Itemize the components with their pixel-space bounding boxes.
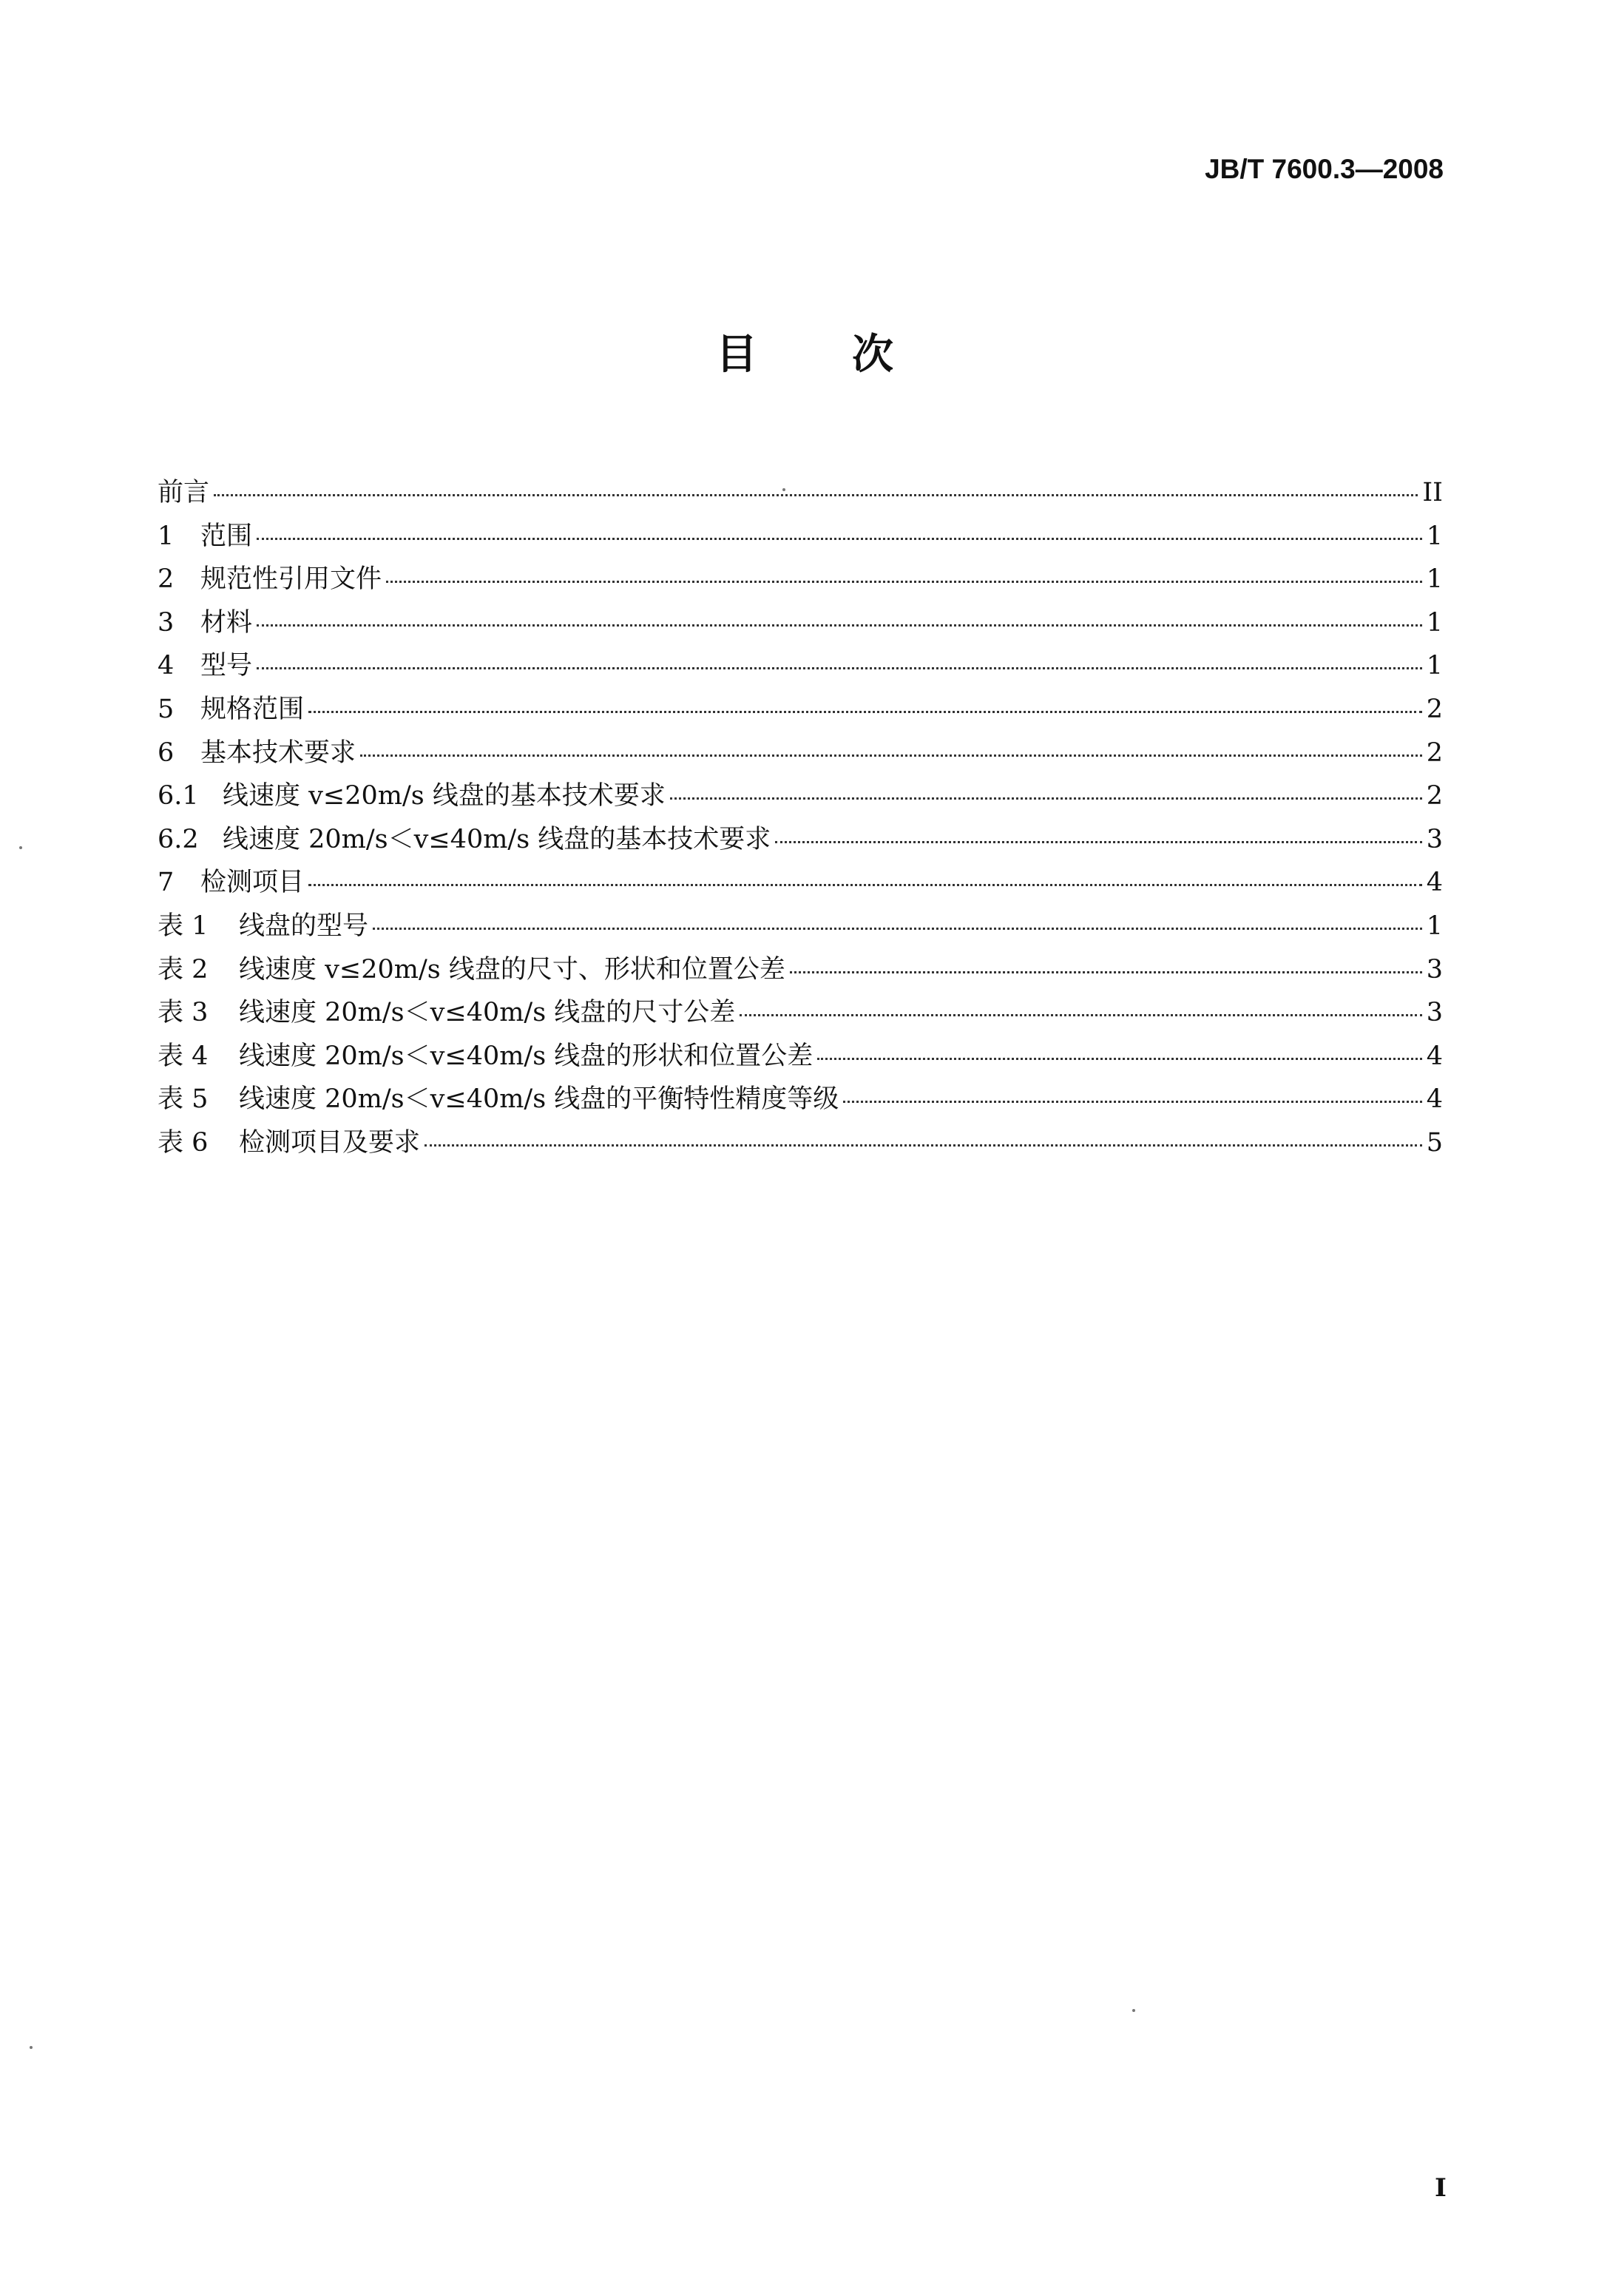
toc-entry-page: 1: [1426, 564, 1443, 595]
toc-entry-page: 2: [1426, 694, 1443, 724]
toc-entry-label: 线速度 20m/s＜v≤40m/s 线盘的尺寸公差: [239, 998, 736, 1028]
toc-entry-number: 表 5: [158, 1084, 209, 1115]
toc-leader-dots: [257, 624, 1422, 627]
toc-entry-label: 线速度 v≤20m/s 线盘的基本技术要求: [223, 781, 666, 811]
toc-entry-6[interactable]: [158, 732, 1443, 775]
toc-leader-dots: [670, 797, 1422, 800]
toc-title-char-2: 次: [852, 331, 893, 379]
toc-entry-number: 表 2: [158, 954, 209, 985]
toc-entry-foreword[interactable]: [158, 471, 1443, 515]
toc-entry-label: 检测项目: [200, 868, 305, 898]
toc-entry-7[interactable]: [158, 861, 1443, 905]
toc-entry-number: 2: [158, 564, 175, 595]
scan-speck: [782, 488, 785, 491]
toc-entry-page: 2: [1426, 737, 1443, 768]
toc-leader-dots: [740, 1014, 1421, 1016]
toc-entry-3[interactable]: [158, 601, 1443, 645]
toc-entry-2[interactable]: [158, 558, 1443, 601]
toc-leader-dots: [373, 928, 1422, 930]
toc-entry-label: 型号: [200, 651, 253, 681]
toc-entry-table-4[interactable]: [158, 1035, 1443, 1078]
toc-entry-page: 1: [1426, 651, 1443, 681]
toc-entry-6-2[interactable]: [158, 818, 1443, 862]
toc-entry-number: 表 3: [158, 998, 209, 1028]
toc-entry-label: 线速度 20m/s＜v≤40m/s 线盘的基本技术要求: [223, 824, 771, 854]
toc-entry-table-6[interactable]: [158, 1121, 1443, 1165]
toc-entry-number: 6: [158, 737, 175, 768]
toc-entry-page: 3: [1426, 998, 1443, 1028]
toc-entry-page: 5: [1426, 1127, 1443, 1158]
toc-entry-table-3[interactable]: [158, 991, 1443, 1035]
toc-leader-dots: [308, 884, 1422, 886]
toc-entry-number: 5: [158, 694, 175, 724]
toc-leader-dots: [817, 1058, 1421, 1060]
toc-entry-page: 4: [1426, 1041, 1443, 1071]
toc-entry-number: 1: [158, 521, 175, 551]
toc-leader-dots: [386, 581, 1422, 583]
toc-entry-number: 表 6: [158, 1127, 209, 1158]
toc-entry-label: 线速度 20m/s＜v≤40m/s 线盘的形状和位置公差: [239, 1041, 814, 1071]
table-of-contents: [158, 471, 1443, 1165]
scan-speck: [1132, 2009, 1135, 2012]
toc-entry-table-5[interactable]: [158, 1078, 1443, 1121]
toc-leader-dots: [257, 667, 1422, 669]
toc-entry-number: 7: [158, 868, 175, 898]
toc-entry-label: 基本技术要求: [200, 737, 356, 768]
toc-entry-label: 范围: [200, 521, 253, 551]
toc-entry-5[interactable]: [158, 688, 1443, 732]
toc-title-char-1: 目: [716, 331, 757, 379]
toc-entry-number: 表 1: [158, 911, 209, 941]
toc-entry-label: 规范性引用文件: [200, 564, 382, 595]
toc-entry-6-1[interactable]: [158, 774, 1443, 818]
page-number: I: [1435, 2173, 1447, 2203]
toc-entry-label: 规格范围: [200, 694, 305, 724]
toc-entry-number: 3: [158, 607, 175, 638]
toc-leader-dots: [257, 538, 1422, 540]
toc-entry-page: 1: [1426, 607, 1443, 638]
toc-entry-label: 材料: [200, 607, 253, 638]
toc-leader-dots: [308, 711, 1422, 713]
toc-entry-1[interactable]: [158, 515, 1443, 558]
toc-leader-dots: [360, 754, 1422, 757]
standard-number: JB/T 7600.3—2008: [1205, 154, 1444, 184]
toc-leader-dots: [775, 841, 1421, 843]
toc-entry-page: 3: [1426, 954, 1443, 985]
toc-entry-number: 4: [158, 651, 175, 681]
toc-entry-page: 4: [1426, 868, 1443, 898]
scan-speck: [19, 846, 22, 849]
toc-entry-label: 线速度 20m/s＜v≤40m/s 线盘的平衡特性精度等级: [239, 1084, 839, 1115]
toc-entry-4[interactable]: [158, 644, 1443, 688]
toc-entry-page: 2: [1426, 781, 1443, 811]
toc-title: [716, 329, 893, 381]
toc-entry-label: 前言: [158, 478, 210, 507]
toc-leader-dots: [843, 1101, 1421, 1103]
toc-entry-number: 6.1: [158, 781, 199, 811]
toc-entry-number: 表 4: [158, 1041, 209, 1071]
toc-entry-label: 线速度 v≤20m/s 线盘的尺寸、形状和位置公差: [239, 954, 785, 985]
toc-leader-dots: [214, 494, 1418, 496]
toc-entry-label: 线盘的型号: [239, 911, 369, 941]
toc-entry-page: 1: [1426, 911, 1443, 941]
toc-entry-label: 检测项目及要求: [239, 1127, 421, 1158]
toc-entry-page: II: [1422, 478, 1443, 507]
toc-entry-page: 3: [1426, 824, 1443, 854]
toc-leader-dots: [425, 1144, 1422, 1147]
toc-entry-number: 6.2: [158, 824, 199, 854]
toc-entry-table-1[interactable]: [158, 905, 1443, 948]
toc-entry-page: 4: [1426, 1084, 1443, 1115]
toc-leader-dots: [790, 971, 1422, 973]
scan-speck: [30, 2046, 33, 2049]
toc-entry-page: 1: [1426, 521, 1443, 551]
toc-entry-table-2[interactable]: [158, 948, 1443, 992]
